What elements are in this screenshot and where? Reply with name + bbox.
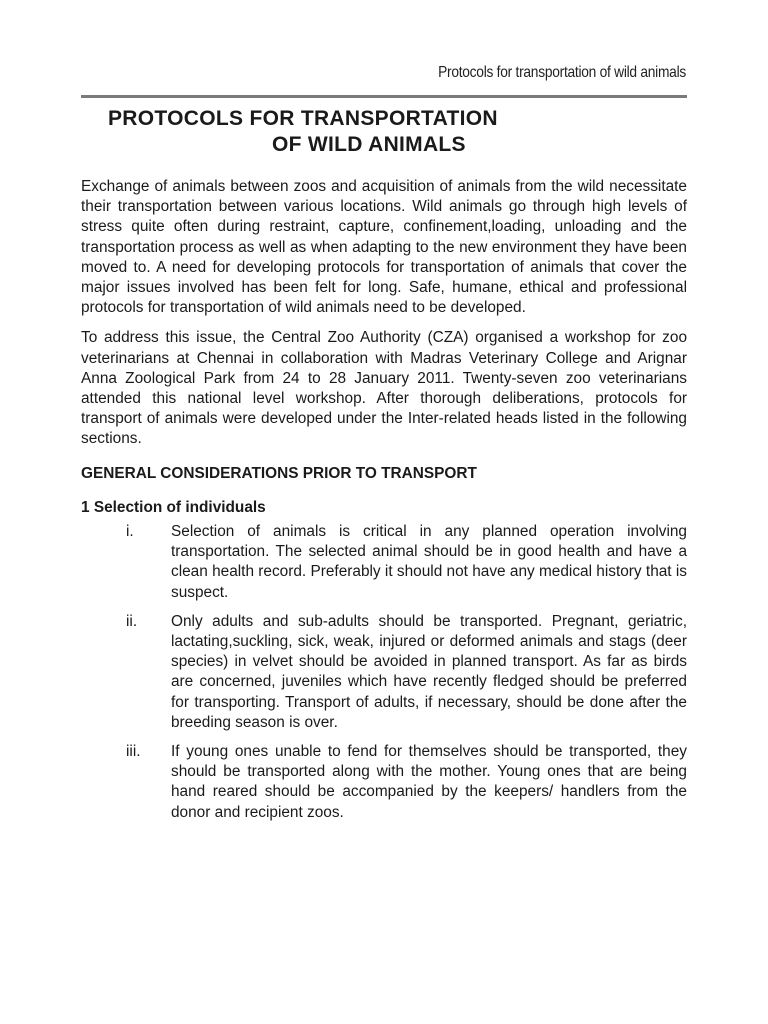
title-line-2: OF WILD ANIMALS: [272, 133, 466, 156]
running-header: Protocols for transportation of wild animals: [438, 64, 686, 81]
section-heading: GENERAL CONSIDERATIONS PRIOR TO TRANSPORT: [81, 464, 477, 482]
list-item-number: ii.: [126, 612, 138, 630]
subsection-heading: 1 Selection of individuals: [81, 498, 266, 516]
list-item-text: If young ones unable to fend for themselves should be transported, they should be transported along with the mother. Young ones that are being hand reared should be accompanied by the keepers/ handlers from the donor and recipient zoos.: [171, 743, 687, 821]
list-item-text: Only adults and sub-adults should be transported. Pregnant, geriatric, lactating,suckling, sick, weak, injured or deformed animals and stags (deer species) in velvet should be avoided in planned transport. As far as birds are concerned, juveniles which have recently fledged should be preferred for transporting. Transport of adults, if necessary, should be done after the breeding season is over.: [171, 612, 687, 731]
header-rule: [81, 95, 687, 98]
list-item-number: iii.: [126, 743, 141, 761]
list-item-text: Selection of animals is critical in any planned operation involving transportation. The selected animal should be in good health and have a clean health record. Preferably it should not have any medical history that is suspect.: [171, 523, 687, 601]
list-item-number: i.: [126, 523, 134, 541]
list-item: [81, 742, 687, 823]
paragraph-intro: Exchange of animals between zoos and acquisition of animals from the wild necessitate their transportation between various locations. Wild animals go through high levels of stress quite often during restraint, capture, confinement,loading, unloading and the transportation process as well as when adapting to the new environment they have been moved to. A need for developing protocols for transportation of animals that cover the major issues involved has been felt for long. Safe, humane, ethical and professional protocols for transportation of wild animals need to be developed.: [81, 178, 687, 317]
body-text: [81, 177, 687, 832]
paragraph-workshop: To address this issue, the Central Zoo Authority (CZA) organised a workshop for zoo veterinarians at Chennai in collaboration with Madras Veterinary College and Arignar Anna Zoological Park from 24 to 28 January 2011. Twenty-seven zoo veterinarians attended this national level workshop. After thorough deliberations, protocols for transport of animals were developed under the Inter-related heads listed in the following sections.: [81, 329, 687, 448]
title-line-1: PROTOCOLS FOR TRANSPORTATION: [108, 107, 498, 130]
list-item: [81, 522, 687, 603]
list-item: [81, 612, 687, 733]
page-title: [81, 106, 641, 158]
